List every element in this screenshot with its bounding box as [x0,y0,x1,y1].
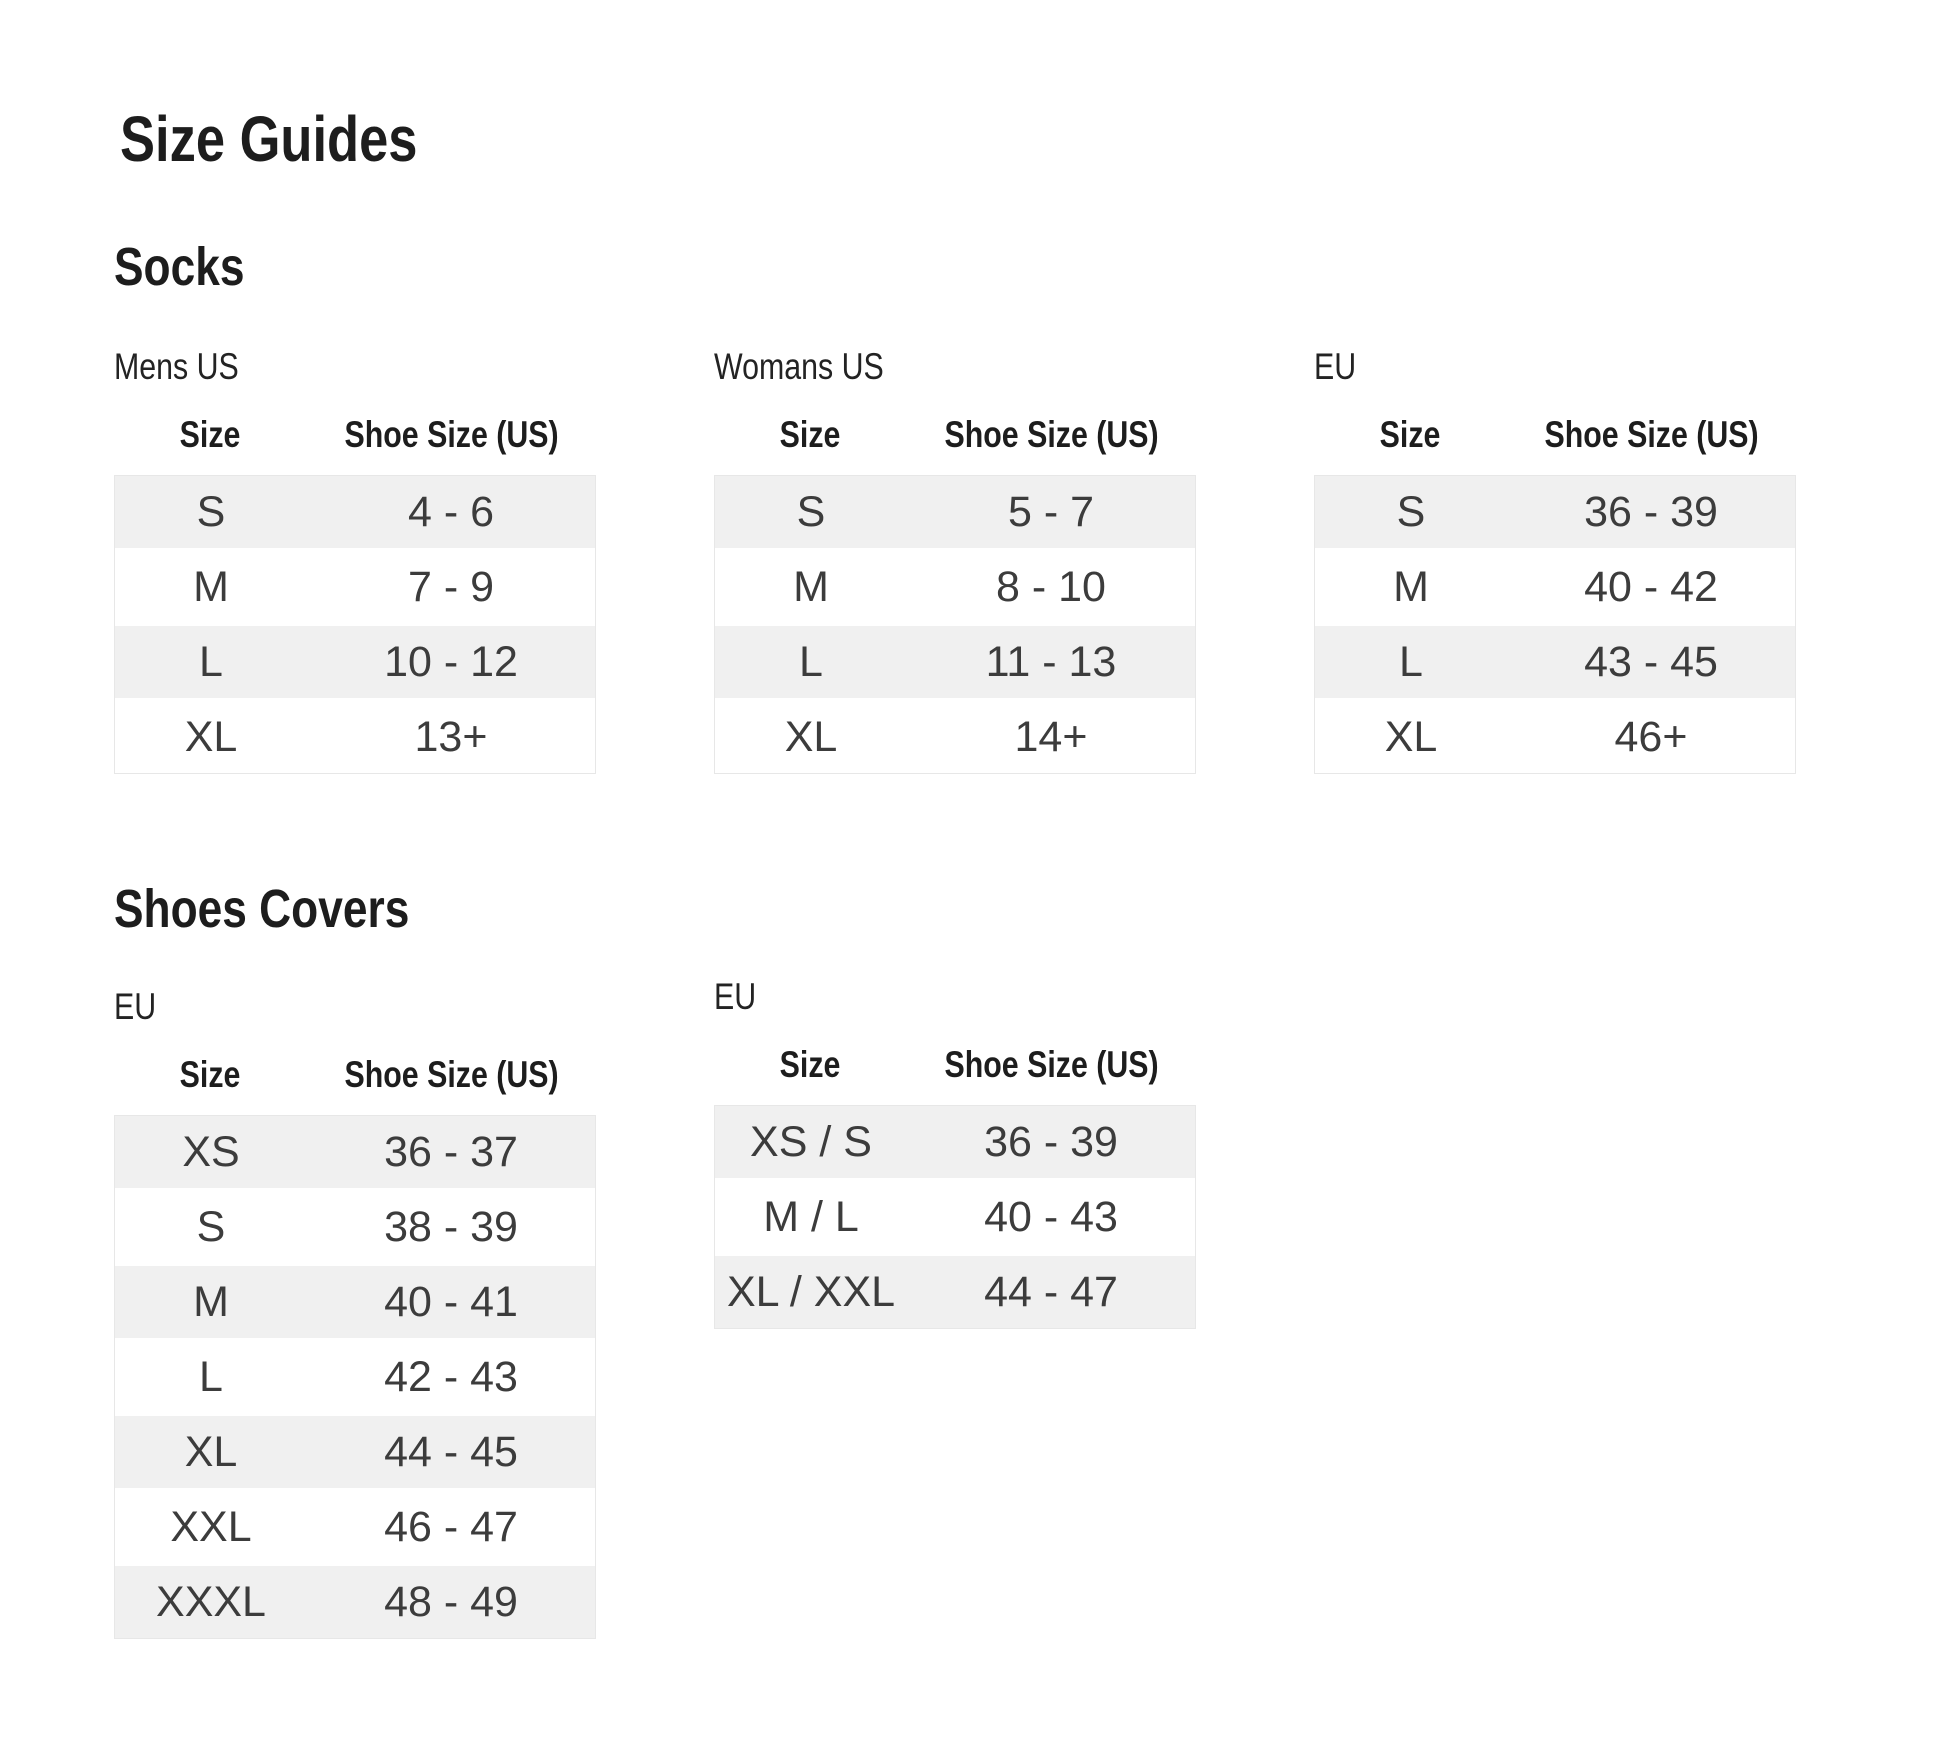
size-table [114,346,596,774]
shoe-size-cell: 5 - 7 [1007,487,1095,536]
shoe-size-cell: 46 - 47 [384,1502,518,1551]
shoe-size-cell: 40 - 42 [1584,562,1718,611]
table-row [715,476,1195,548]
table-body [714,475,1196,774]
size-cell: XS [182,1127,240,1176]
size-cell: XXL [170,1502,252,1551]
column-header-size-text: Size [780,414,841,455]
table-body [114,1115,596,1639]
table-label [714,976,1196,1018]
page-title-text: Size Guides [120,103,418,175]
table-row [1315,626,1795,698]
shoe-size-cell: 46+ [1614,712,1688,761]
size-cell: XL [184,712,238,761]
size-cell: S [796,487,826,536]
column-header-shoe-size [907,414,1196,456]
table-label-text: Mens US [114,346,239,387]
shoe-size-cell: 13+ [414,712,488,761]
section-heading-shoes-covers [114,878,1906,940]
table-label [114,346,596,388]
table-row [115,1341,595,1413]
shoe-size-cell: 8 - 10 [996,562,1106,611]
shoe-size-cell: 44 - 47 [984,1267,1118,1316]
column-header-shoe-size-text: Shoe Size (US) [344,1054,559,1095]
table-row [115,1116,595,1188]
table-row [1315,551,1795,623]
column-header-shoe-size [1507,414,1796,456]
table-body [714,1105,1196,1329]
table-row [115,1491,595,1563]
column-header-size [114,1054,307,1096]
size-cell: XL [784,712,838,761]
table-row [715,701,1195,773]
size-cell: XXXL [156,1577,266,1626]
shoe-size-cell: 44 - 45 [384,1427,518,1476]
size-cell: M [1393,562,1429,611]
table-body [1314,475,1796,774]
size-cell: XL [184,1427,238,1476]
table-label [1314,346,1796,388]
shoe-size-cell: 42 - 43 [384,1352,518,1401]
shoe-size-cell: 4 - 6 [407,487,495,536]
section-heading-socks-text: Socks [114,237,245,297]
table-row [115,551,595,623]
table-row [115,1266,595,1338]
size-cell: S [1396,487,1426,536]
socks-tables-row [114,346,1906,774]
section-heading-socks [114,236,1906,298]
column-header-size-text: Size [180,1054,241,1095]
table-header-row [114,1054,596,1115]
table-header-row [1314,414,1796,475]
size-table [714,976,1196,1329]
table-body [114,475,596,774]
column-header-shoe-size-text: Shoe Size (US) [1544,414,1759,455]
section-shoes-covers [114,878,1906,1639]
table-row [715,626,1195,698]
column-header-shoe-size-text: Shoe Size (US) [344,414,559,455]
table-row [115,626,595,698]
column-header-size [714,414,907,456]
size-cell: L [1399,637,1423,686]
size-table [1314,346,1796,774]
column-header-shoe-size-text: Shoe Size (US) [944,1044,1159,1085]
shoe-size-cell: 36 - 39 [984,1117,1118,1166]
shoe-size-cell: 36 - 39 [1584,487,1718,536]
table-row [715,1106,1195,1178]
shoe-size-cell: 11 - 13 [985,637,1117,686]
table-row [115,1416,595,1488]
section-heading-shoes-covers-text: Shoes Covers [114,879,410,939]
table-row [115,701,595,773]
table-row [115,1191,595,1263]
table-header-row [714,1044,1196,1105]
shoes-covers-tables-row [114,976,1906,1639]
table-row [1315,476,1795,548]
table-header-row [114,414,596,475]
table-row [1315,701,1795,773]
size-cell: S [196,1202,226,1251]
shoe-size-cell: 43 - 45 [1584,637,1718,686]
size-cell: M / L [763,1192,859,1241]
shoe-size-cell: 38 - 39 [384,1202,518,1251]
shoe-size-cell: 7 - 9 [407,562,495,611]
column-header-size [714,1044,907,1086]
table-label-text: Womans US [714,346,884,387]
section-socks [114,236,1906,774]
table-row [115,476,595,548]
table-row [715,1256,1195,1328]
size-cell: L [199,1352,223,1401]
column-header-size-text: Size [780,1044,841,1085]
size-cell: S [196,487,226,536]
table-label-text: EU [714,976,757,1017]
shoe-size-cell: 40 - 43 [984,1192,1118,1241]
table-row [715,1181,1195,1253]
column-header-shoe-size [307,414,596,456]
table-label [114,986,596,1028]
size-table [714,346,1196,774]
table-row [715,551,1195,623]
shoe-size-cell: 10 - 12 [384,637,518,686]
page-title [120,102,1906,176]
column-header-size [1314,414,1507,456]
column-header-size [114,414,307,456]
size-cell: XL [1384,712,1438,761]
table-label [714,346,1196,388]
table-header-row [714,414,1196,475]
column-header-shoe-size-text: Shoe Size (US) [944,414,1159,455]
size-cell: L [799,637,823,686]
column-header-size-text: Size [180,414,241,455]
size-cell: M [193,562,229,611]
shoe-size-cell: 14+ [1014,712,1088,761]
column-header-size-text: Size [1380,414,1441,455]
shoe-size-cell: 36 - 37 [384,1127,518,1176]
shoe-size-cell: 40 - 41 [384,1277,518,1326]
size-cell: M [793,562,829,611]
table-label-text: EU [1314,346,1357,387]
table-row [115,1566,595,1638]
size-cell: XL / XXL [726,1267,896,1316]
size-table [114,986,596,1639]
shoe-size-cell: 48 - 49 [384,1577,518,1626]
table-label-text: EU [114,986,157,1027]
size-cell: L [199,637,223,686]
column-header-shoe-size [907,1044,1196,1086]
size-cell: XS / S [750,1117,872,1166]
column-header-shoe-size [307,1054,596,1096]
size-cell: M [193,1277,229,1326]
